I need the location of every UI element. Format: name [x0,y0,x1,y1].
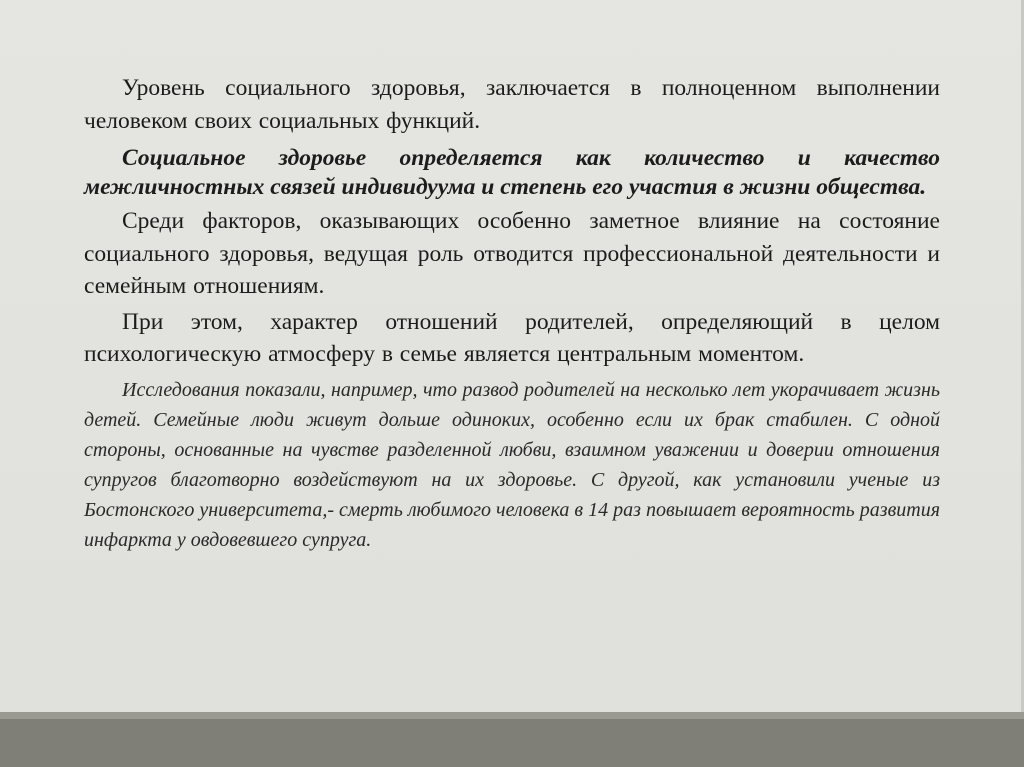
paragraph-factors [84,205,940,303]
slide-body [84,72,940,555]
paragraph-parents-relations [84,306,940,371]
paragraph-research [84,375,940,555]
paragraph-social-health-level [84,72,940,137]
paragraph-text: Уровень социального здоровья, заключается в полноценном выполнении человеком своих социальных функций. [84,75,940,134]
paragraph-text: При этом, характер отношений родителей, определяющий в целом психологическую атмосферу в семье является центральным моментом. [84,308,940,367]
paragraph-social-health-definition [84,144,940,202]
paragraph-text: Среди факторов, оказывающих особенно заметное влияние на состояние социального здоровья, ведущая роль отводится профессиональной деятельности и семейным отношениям. [84,208,940,299]
paragraph-text: Исследования показали, например, что развод родителей на несколько лет укорачивает жизнь детей. Семейные люди живут дольше одиноких, особенно если их брак стабилен. С одной стороны, основанные на чувстве разделенной любви, взаимном уважении и доверии отношения супругов благотворно воздействуют на их здоровье. С другой, как установили ученые из Бостонского университета,- смерть любимого человека в 14 раз повышает вероятность развития инфаркта у овдовевшего супруга. [84,378,940,551]
footer-bar [0,719,1024,767]
footer-bar-highlight [0,712,1024,719]
paragraph-text: Социальное здоровье определяется как количество и качество межличностных связей индивидуума и степень его участия в жизни общества. [84,145,940,200]
